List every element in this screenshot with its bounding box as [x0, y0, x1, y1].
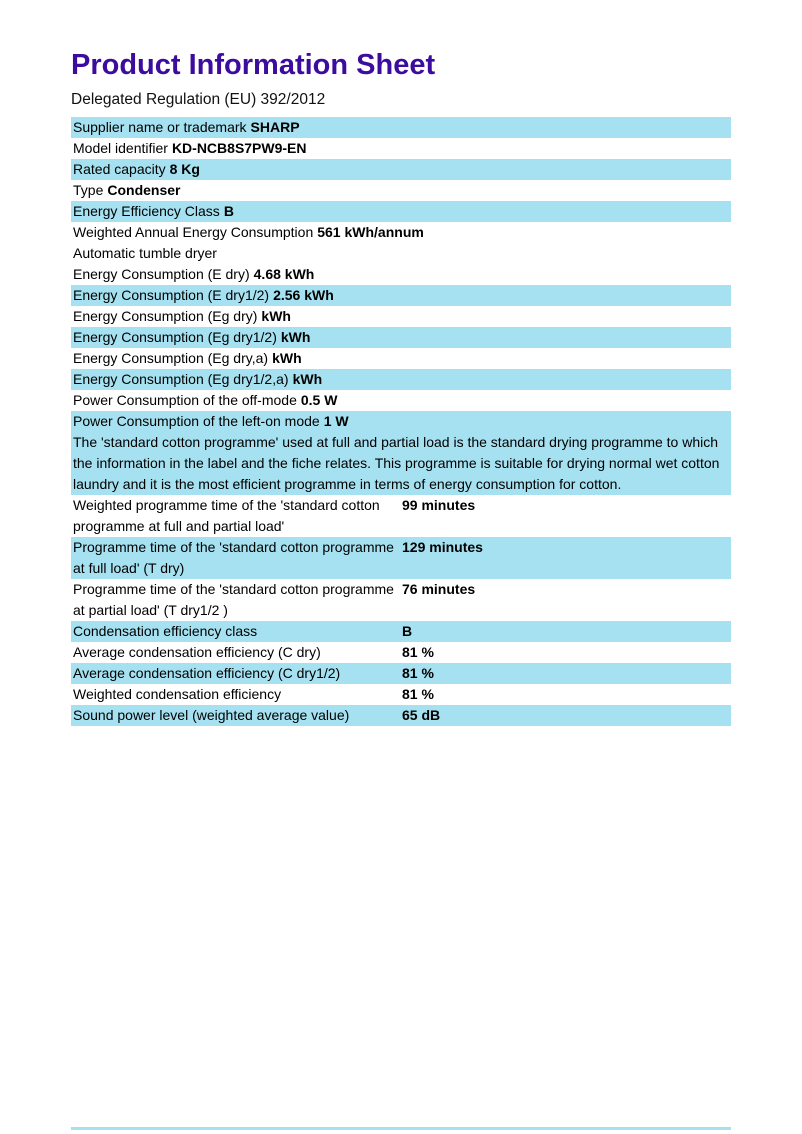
row-label: Energy Consumption (Eg dry) [73, 308, 258, 324]
row-label: Energy Consumption (Eg dry1/2) [73, 329, 277, 345]
table-row [71, 684, 731, 705]
row-label: Programme time of the 'standard cotton programme at partial load' (T dry1/2 ) [73, 581, 394, 618]
row-label: Weighted programme time of the 'standard cotton programme at full and partial load' [73, 497, 380, 534]
row-value: 8 Kg [169, 161, 200, 177]
page-subtitle: Delegated Regulation (EU) 392/2012 [71, 91, 326, 108]
row-value: kWh [261, 308, 291, 324]
table-row [71, 663, 731, 684]
row-label: Rated capacity [73, 161, 166, 177]
row-value: 76 minutes [402, 581, 476, 597]
row-label: Condensation efficiency class [73, 623, 258, 639]
table-row [71, 348, 731, 369]
table-row [71, 432, 731, 495]
table-row [71, 579, 731, 621]
page-title: Product Information Sheet [71, 49, 436, 81]
row-value: 65 dB [402, 707, 441, 723]
row-label: Programme time of the 'standard cotton programme at full load' (T dry) [73, 539, 394, 576]
footer-rule [71, 1127, 731, 1130]
row-value: 99 minutes [402, 497, 476, 513]
table-row [71, 117, 731, 138]
row-value: kWh [292, 371, 323, 387]
table-row [71, 327, 731, 348]
table-row [71, 621, 731, 642]
row-label: Energy Consumption (Eg dry,a) [73, 350, 269, 366]
row-label: Automatic tumble dryer [73, 245, 217, 261]
row-value: 4.68 kWh [253, 266, 315, 282]
row-value: 129 minutes [402, 539, 483, 555]
row-value: 2.56 kWh [273, 287, 334, 303]
row-label: Weighted Annual Energy Consumption [73, 224, 314, 240]
table-row [71, 306, 731, 327]
row-value: 81 % [402, 686, 434, 702]
table-row [71, 180, 731, 201]
row-label: Sound power level (weighted average value) [73, 707, 350, 723]
row-label: Energy Consumption (Eg dry1/2,a) [73, 371, 289, 387]
row-value: 81 % [402, 644, 434, 660]
row-label: The 'standard cotton programme' used at full and partial load is the standard drying programme to which the information in the label and the fiche relates. This programme is suitable for drying normal wet cotton laundry and it is the most efficient programme in terms of energy consumption for cotton. [73, 434, 720, 492]
row-value: 561 kWh/annum [317, 224, 424, 240]
row-label: Weighted condensation efficiency [73, 686, 282, 702]
row-value: SHARP [250, 119, 300, 135]
info-table [71, 117, 731, 726]
table-row [71, 222, 731, 243]
table-row [71, 285, 731, 306]
row-label: Supplier name or trademark [73, 119, 247, 135]
table-row [71, 243, 731, 264]
table-row [71, 138, 731, 159]
row-value: 1 W [323, 413, 349, 429]
row-value: 0.5 W [300, 392, 338, 408]
document-content [71, 48, 731, 726]
table-row [71, 201, 731, 222]
row-label: Energy Consumption (E dry) [73, 266, 250, 282]
row-value: Condenser [107, 182, 181, 198]
row-value: 81 % [402, 665, 434, 681]
row-label: Average condensation efficiency (C dry1/2) [73, 665, 341, 681]
row-value: B [402, 623, 413, 639]
row-label: Energy Efficiency Class [73, 203, 220, 219]
row-value: kWh [280, 329, 311, 345]
table-row [71, 537, 731, 579]
row-label: Average condensation efficiency (C dry) [73, 644, 321, 660]
row-value: kWh [272, 350, 302, 366]
table-row [71, 369, 731, 390]
row-value: KD-NCB8S7PW9-EN [171, 140, 307, 156]
row-value: B [223, 203, 234, 219]
row-label: Power Consumption of the off-mode [73, 392, 297, 408]
table-row [71, 705, 731, 726]
table-row [71, 495, 731, 537]
row-label: Energy Consumption (E dry1/2) [73, 287, 270, 303]
table-row [71, 264, 731, 285]
row-label: Type [73, 182, 104, 198]
table-row [71, 411, 731, 432]
table-row [71, 390, 731, 411]
row-label: Power Consumption of the left-on mode [73, 413, 320, 429]
table-row [71, 642, 731, 663]
table-row [71, 159, 731, 180]
row-label: Model identifier [73, 140, 168, 156]
